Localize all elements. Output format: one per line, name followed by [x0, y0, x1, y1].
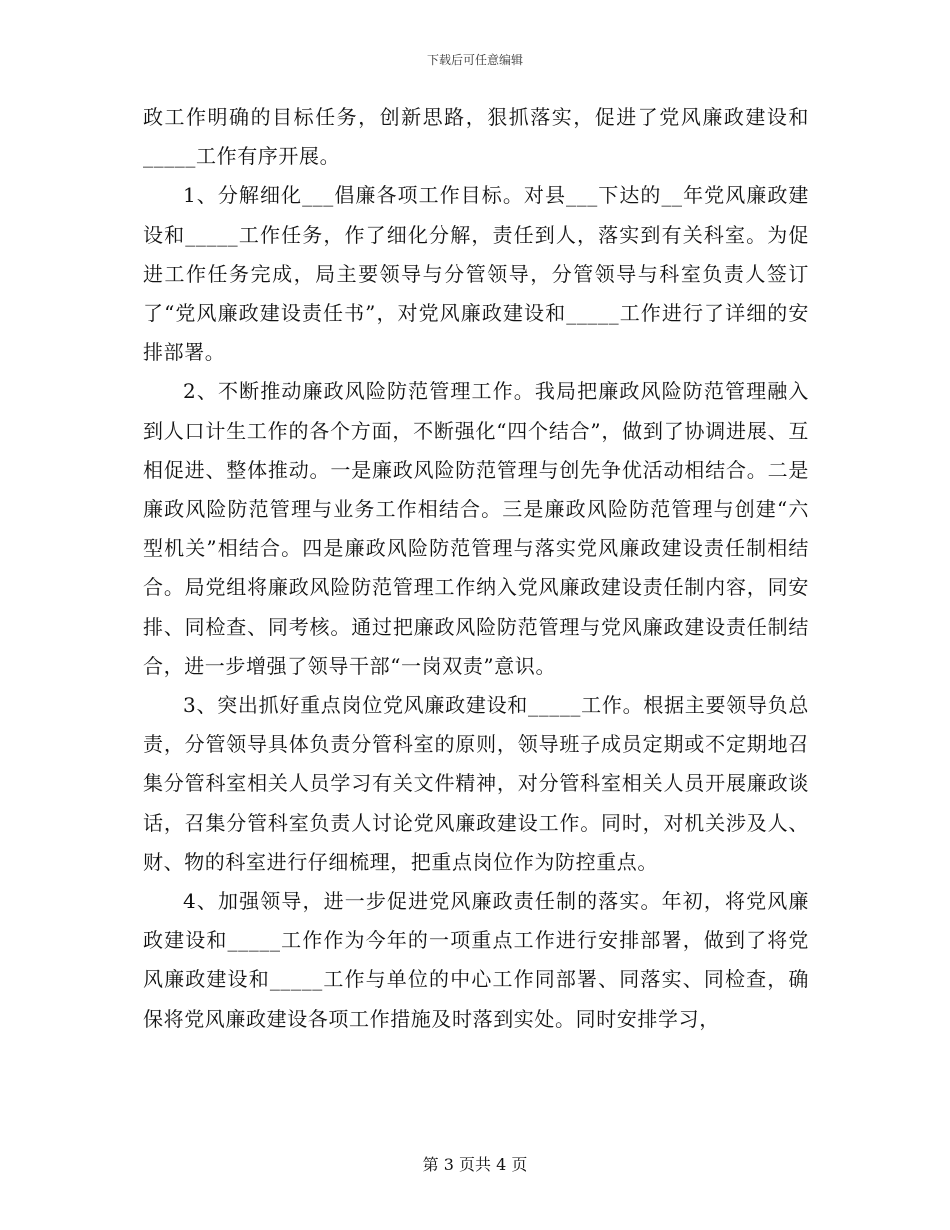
paragraph-item-2: 2、不断推动廉政风险防范管理工作。我局把廉政风险防范管理融入到人口计生工作的各个方面，不断强化“四个结合”，做到了协调进展、互相促进、整体推动。一是廉政风险防范管理与创先争优活动相结合。二是廉政风险防范管理与业务工作相结合。三是廉政风险防范管理与创建“六型机关”相结合。四是廉政风险防范管理与落实党风廉政建设责任制相结合。局党组将廉政风险防范管理工作纳入党风廉政建设责任制内容，同安排、同检查、同考核。通过把廉政风险防范管理与党风廉政建设责任制结合，进一步增强了领导干部“一岗双责”意识。 — [143, 379, 809, 678]
page-header: 下载后可任意编辑 — [426, 53, 523, 67]
paragraph-item-4: 4、加强领导，进一步促进党风廉政责任制的落实。年初，将党风廉政建设和_____工作作为今年的一项重点工作进行安排部署，做到了将党风廉政建设和_____工作与单位的中心工作同部署、同落实、同检查，确保将党风廉政建设各项工作措施及时落到实处。同时安排学习， — [143, 889, 809, 1031]
page-footer: 第 3 页共 4 页 — [422, 1155, 528, 1174]
document-body — [143, 98, 809, 1039]
paragraph-continuation: 政工作明确的目标任务，创新思路，狠抓落实，促进了党风廉政建设和_____工作有序开展。 — [143, 105, 809, 169]
paragraph-item-1: 1、分解细化___倡廉各项工作目标。对县___下达的__年党风廉政建设和_____工作任务，作了细化分解，责任到人，落实到有关科室。为促进工作任务完成，局主要领导与分管领导，分管领导与科室负责人签订了“党风廉政建设责任书”，对党风廉政建设和_____工作进行了详细的安排部署。 — [143, 183, 809, 365]
paragraph-item-3: 3、突出抓好重点岗位党风廉政建设和_____工作。根据主要领导负总责，分管领导具体负责分管科室的原则，领导班子成员定期或不定期地召集分管科室相关人员学习有关文件精神，对分管科室相关人员开展廉政谈话，召集分管科室负责人讨论党风廉政建设工作。同时，对机关涉及人、财、物的科室进行仔细梳理，把重点岗位作为防控重点。 — [143, 693, 809, 874]
